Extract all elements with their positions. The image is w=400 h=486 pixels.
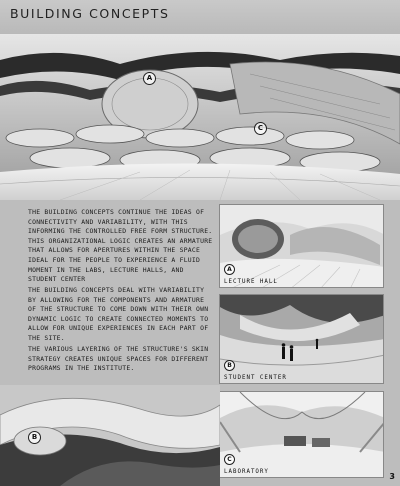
laboratory-render: [220, 392, 384, 478]
panel-student-center: [219, 294, 384, 384]
bottom-marker-b: B: [28, 431, 41, 444]
panel-lecture-hall: [219, 204, 384, 288]
panel-a-label: LECTURE HALL: [224, 279, 278, 285]
paragraph-2: THE BUILDING CONCEPTS DEAL WITH VARIABILITY BY ALLOWING FOR THE COMPONENTS AND ARMATURE OF THE STRUCTURE TO COME DOWN WITH THEIR OWN DYNAMIC LOGIC TO CREATE CONNECTED MOMENTS TO ALLOW FOR UNIQUE EXPERIENCES IN EACH PART OF THE SITE.: [28, 286, 209, 342]
page-header: [0, 0, 400, 34]
panel-laboratory: [219, 391, 384, 478]
paragraph-1: THE BUILDING CONCEPTS CONTINUE THE IDEAS OF CONNECTIVITY AND VARIABILITY, WITH THIS INFORMING THE CONTROLLED FREE FORM STRUCTURE. THIS ORGANIZATIONAL LOGIC CREATES AN ARMATURE THAT ALLOWS FOR APERTURES WITHIN THE SPACE IDEAL FOR THE PEOPLE TO EXPERIENCE A FLUID MOMENT IN THE LABS, LECTURE HALLS, AND STUDENT CENTER: [28, 208, 213, 284]
hero-render-drawing: [0, 34, 400, 200]
lecture-hall-render: [220, 205, 384, 288]
hero-render: [0, 34, 400, 200]
panel-c-marker: C: [224, 454, 235, 465]
hero-marker-a: A: [143, 72, 156, 85]
student-center-render: [220, 295, 384, 384]
panel-b-label: STUDENT CENTER: [224, 375, 287, 381]
paragraph-3: THE VARIOUS LAYERING OF THE STRUCTURE'S SKIN STRATEGY CREATES UNIQUE SPACES FOR DIFFERENT PROGRAMS IN THE INSTITUTE.: [28, 345, 209, 373]
panel-c-label: LABORATORY: [224, 469, 269, 475]
page-title: BUILDING CONCEPTS: [10, 6, 170, 21]
panel-b-marker: B: [224, 360, 235, 371]
panel-a-marker: A: [224, 264, 235, 275]
page-number: 3: [389, 472, 395, 481]
bottom-render: [0, 385, 220, 486]
hero-marker-c: C: [254, 122, 267, 135]
